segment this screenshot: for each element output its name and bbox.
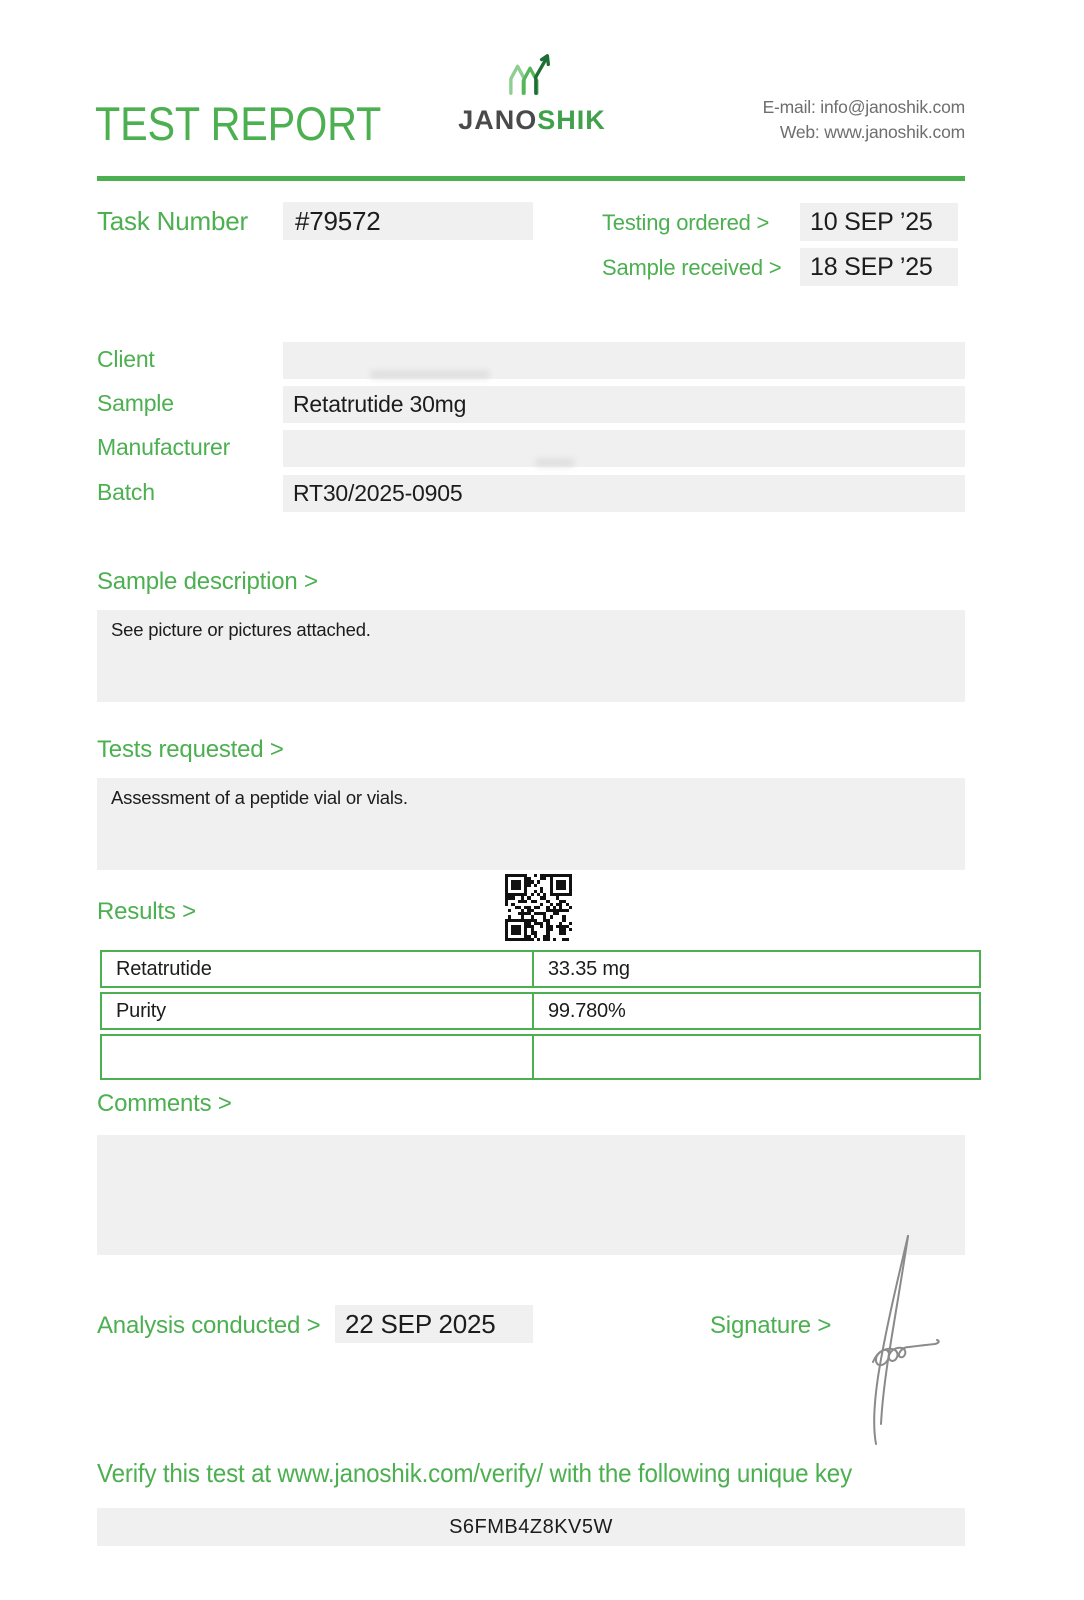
batch-value: RT30/2025-0905 bbox=[283, 475, 965, 512]
manufacturer-value bbox=[283, 430, 965, 467]
result-value: 33.35 mg bbox=[548, 957, 630, 980]
janoshik-logo bbox=[452, 50, 612, 136]
result-analyte: Retatrutide bbox=[102, 952, 534, 986]
logo-text-jano: JANO bbox=[458, 105, 538, 135]
chart-bars-icon bbox=[503, 50, 561, 103]
contact-email: E-mail: info@janoshik.com bbox=[762, 97, 965, 117]
batch-label: Batch bbox=[97, 479, 155, 505]
result-analyte bbox=[102, 1036, 534, 1078]
sample-description-box bbox=[97, 610, 965, 702]
table-row bbox=[100, 1034, 981, 1080]
results-label: Results > bbox=[97, 898, 196, 925]
signature-label: Signature > bbox=[710, 1312, 832, 1339]
result-value bbox=[534, 1036, 979, 1078]
page-title: TEST REPORT bbox=[95, 97, 382, 150]
verify-instruction: Verify this test at www.janoshik.com/verify/ with the following unique key bbox=[97, 1458, 852, 1488]
tests-requested-box bbox=[97, 778, 965, 870]
analysis-conducted-value: 22 SEP 2025 bbox=[335, 1305, 533, 1343]
redacted-text-smudge bbox=[535, 458, 575, 467]
sample-label: Sample bbox=[97, 390, 174, 416]
qr-code-icon bbox=[505, 874, 572, 941]
sample-description-label: Sample description > bbox=[97, 568, 318, 595]
header-divider bbox=[97, 176, 965, 181]
sample-received-label: Sample received > bbox=[602, 255, 782, 280]
table-row bbox=[100, 992, 981, 1030]
client-label: Client bbox=[97, 346, 155, 372]
unique-key-value: S6FMB4Z8KV5W bbox=[97, 1508, 965, 1546]
tests-requested-label: Tests requested > bbox=[97, 736, 284, 763]
sample-description-text: See picture or pictures attached. bbox=[111, 619, 371, 640]
analysis-conducted-label: Analysis conducted > bbox=[97, 1312, 321, 1339]
signature-icon bbox=[845, 1232, 945, 1452]
result-value: 99.780% bbox=[548, 999, 626, 1022]
contact-block bbox=[763, 95, 965, 146]
table-row bbox=[100, 950, 981, 988]
task-number-label: Task Number bbox=[97, 206, 248, 236]
logo-wordmark bbox=[458, 105, 606, 136]
comments-box bbox=[97, 1135, 965, 1255]
testing-ordered-label: Testing ordered > bbox=[602, 210, 770, 235]
comments-label: Comments > bbox=[97, 1090, 232, 1117]
contact-web: Web: www.janoshik.com bbox=[779, 122, 965, 143]
tests-requested-text: Assessment of a peptide vial or vials. bbox=[111, 787, 408, 808]
manufacturer-label: Manufacturer bbox=[97, 434, 231, 460]
testing-ordered-value: 10 SEP ’25 bbox=[800, 203, 958, 241]
task-number-value: #79572 bbox=[283, 202, 533, 240]
logo-text-shik: SHIK bbox=[537, 105, 606, 135]
sample-received-value: 18 SEP ’25 bbox=[800, 248, 958, 286]
results-table bbox=[100, 950, 981, 1084]
sample-value: Retatrutide 30mg bbox=[283, 386, 965, 423]
redacted-text-smudge bbox=[370, 370, 490, 379]
result-analyte: Purity bbox=[102, 994, 534, 1028]
